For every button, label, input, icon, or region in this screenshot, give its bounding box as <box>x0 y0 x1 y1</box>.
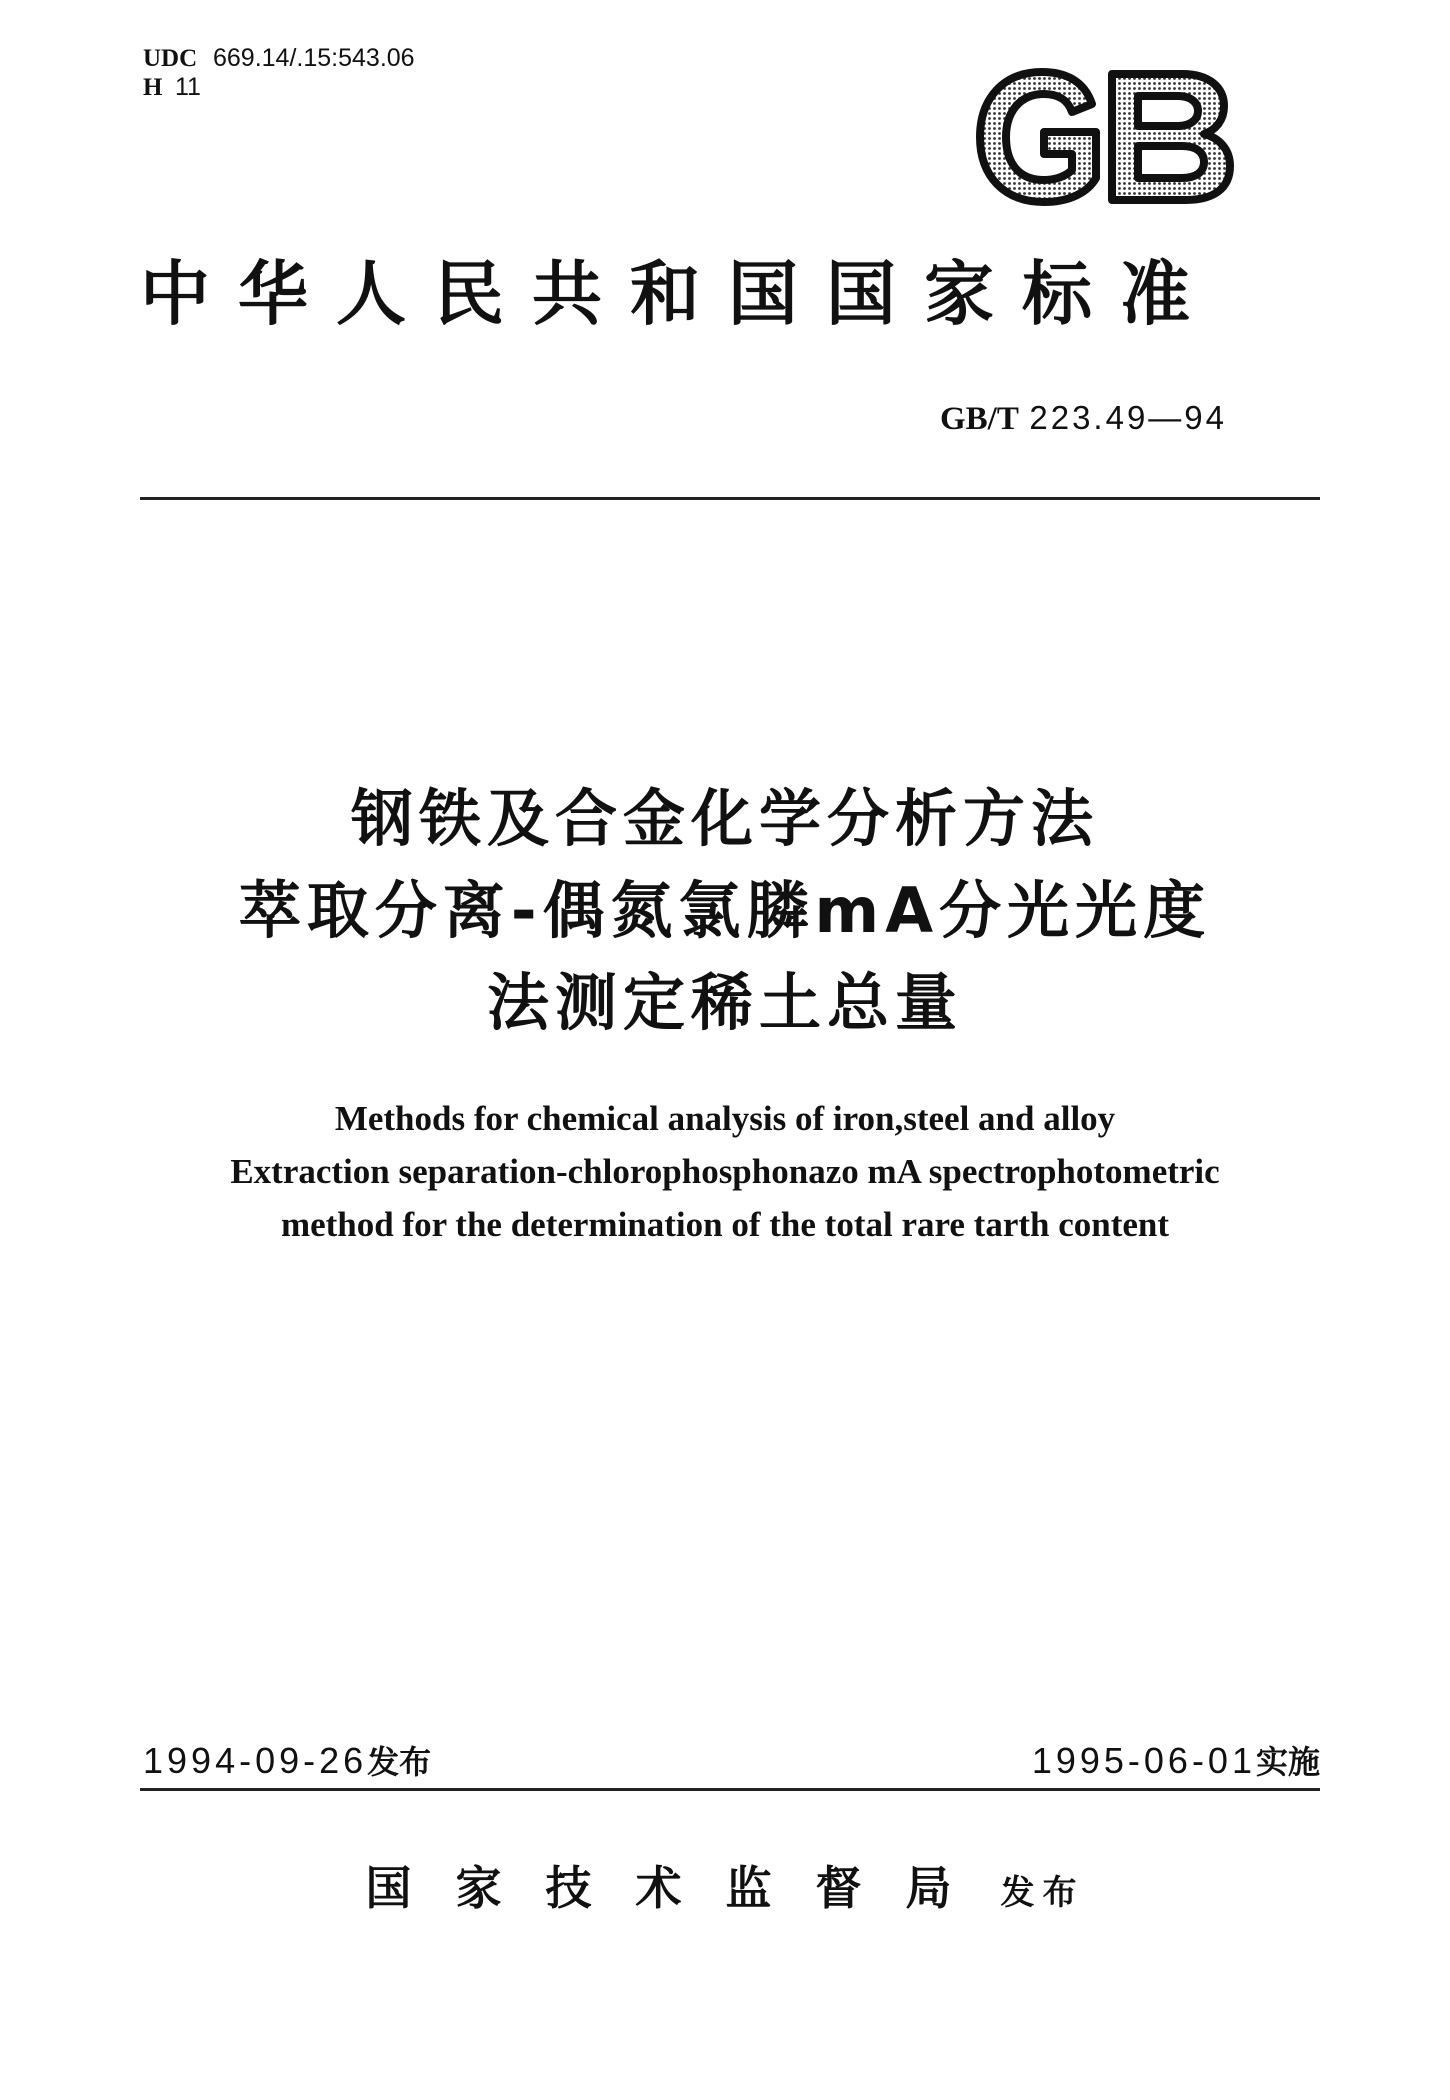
publisher-action: 发布 <box>1000 1873 1085 1913</box>
publisher-name: 国家技术监督局 <box>365 1861 996 1915</box>
publisher <box>0 1858 1450 1918</box>
implement-date <box>1032 1738 1320 1785</box>
implement-date-suffix: 实施 <box>1255 1743 1320 1781</box>
title-cn-line1: 钢铁及合金化学分析方法 <box>350 782 1099 855</box>
udc-block <box>143 44 415 102</box>
h-line <box>143 73 415 102</box>
h-label: H <box>143 74 163 101</box>
title-cn-line2: 萃取分离-偶氮氯膦mA分光光度 <box>238 874 1212 947</box>
issue-date-value: 1994-09-26 <box>143 1740 368 1781</box>
title-en-line1: Methods for chemical analysis of iron,steel and alloy <box>334 1099 1116 1138</box>
standard-number-prefix: GB/T <box>940 401 1019 437</box>
h-value: 11 <box>175 73 201 101</box>
footer-divider <box>140 1788 1320 1791</box>
header-divider <box>140 497 1320 500</box>
gb-logo <box>972 66 1234 208</box>
issue-date <box>143 1738 431 1785</box>
title-en-line3: method for the determination of the total rare tarth content <box>280 1205 1170 1244</box>
udc-value: 669.14/.15:543.06 <box>213 44 415 72</box>
udc-line <box>143 44 415 73</box>
udc-label: UDC <box>143 45 198 72</box>
title-cn-line3: 法测定稀土总量 <box>486 966 963 1039</box>
standard-number <box>940 398 1227 439</box>
implement-date-value: 1995-06-01 <box>1031 1740 1256 1781</box>
standard-number-code: 223.49—94 <box>1029 399 1227 436</box>
title-en-line2: Extraction separation-chlorophosphonazo mA spectrophotometric <box>230 1152 1220 1191</box>
issue-date-suffix: 发布 <box>367 1743 432 1781</box>
standard-org-title: 中华人民共和国国家标准 <box>140 253 1218 335</box>
